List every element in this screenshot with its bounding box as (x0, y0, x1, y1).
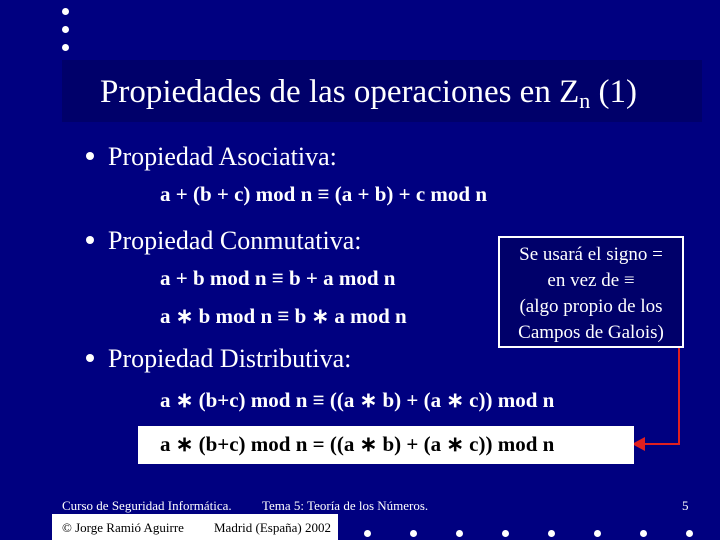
footer-place: Madrid (España) 2002 (214, 520, 331, 535)
dot-icon (548, 530, 555, 537)
bullet-label: Propiedad Asociativa: (108, 142, 337, 171)
dot-icon (62, 26, 69, 33)
note-line: Se usará el signo = (519, 244, 663, 265)
bullet-distributive (86, 344, 351, 374)
title-subscript: n (579, 88, 591, 113)
arrow-line-horizontal (642, 443, 680, 445)
note-line: Campos de Galois) (518, 322, 664, 343)
footer-author: © Jorge Ramió Aguirre (62, 520, 184, 535)
dot-icon (456, 530, 463, 537)
bullet-icon (86, 354, 94, 362)
dot-icon (410, 530, 417, 537)
bullet-icon (86, 152, 94, 160)
arrow-head-icon (632, 437, 646, 451)
dot-icon (594, 530, 601, 537)
formula-commutative-product: a ∗ b mod n ≡ b ∗ a mod n (160, 304, 407, 328)
slide-title (100, 74, 637, 114)
footer-course: Curso de Seguridad Informática. (62, 498, 232, 513)
dot-icon (364, 530, 371, 537)
formula-distributive: a ∗ (b+c) mod n ≡ ((a ∗ b) + (a ∗ c)) mod n (160, 388, 555, 412)
title-suffix: (1) (590, 74, 637, 110)
dot-icon (502, 530, 509, 537)
dot-icon (640, 530, 647, 537)
title-text: Propiedades de las operaciones en Z (100, 74, 580, 110)
bullet-commutative (86, 226, 361, 256)
footer-page-number: 5 (682, 498, 689, 513)
dot-icon (686, 530, 693, 537)
note-line: (algo propio de los (519, 296, 663, 317)
dot-icon (62, 8, 69, 15)
note-line: en vez de ≡ (547, 270, 635, 291)
footer-topic: Tema 5: Teoría de los Números. (262, 498, 429, 513)
bullet-icon (86, 236, 94, 244)
bullet-associative (86, 142, 337, 172)
note-box (498, 236, 684, 348)
formula-commutative-sum: a + b mod n ≡ b + a mod n (160, 266, 396, 290)
dot-icon (62, 44, 69, 51)
arrow-line-vertical (678, 348, 680, 444)
highlight-formula: a ∗ (b+c) mod n = ((a ∗ b) + (a ∗ c)) mod n (160, 432, 555, 456)
bullet-label: Propiedad Distributiva: (108, 344, 352, 373)
bullet-label: Propiedad Conmutativa: (108, 226, 362, 255)
formula-associative: a + (b + c) mod n ≡ (a + b) + c mod n (160, 182, 488, 206)
